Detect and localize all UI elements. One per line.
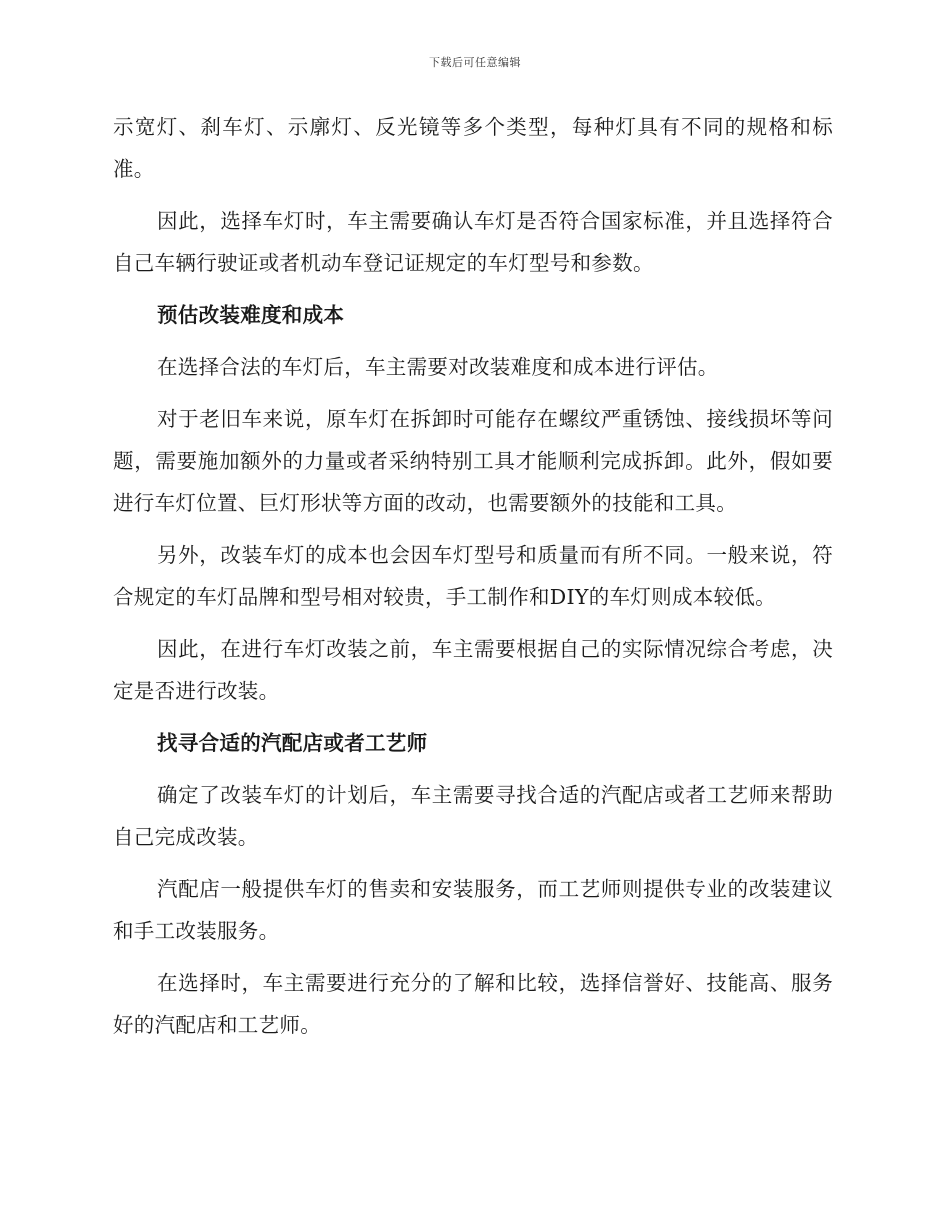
paragraph: 在选择合法的车灯后，车主需要对改装难度和成本进行评估。 [157, 355, 719, 379]
paragraph: 另外，改装车灯的成本也会因车灯型号和质量而有所不同。一般来说，符合规定的车灯品牌和型号相对较贵，手工制作和DIY的车灯则成本较低。 [113, 543, 833, 609]
document-body [113, 106, 833, 1056]
paragraph: 汽配店一般提供车灯的售卖和安装服务，而工艺师则提供专业的改装建议和手工改装服务。 [113, 877, 833, 943]
section-heading: 预估改装难度和成本 [157, 303, 345, 327]
paragraph: 确定了改装车灯的计划后，车主需要寻找合适的汽配店或者工艺师来帮助自己完成改装。 [113, 783, 833, 849]
paragraph: 示宽灯、刹车灯、示廓灯、反光镜等多个类型，每种灯具有不同的规格和标准。 [113, 115, 833, 181]
paragraph: 在选择时，车主需要进行充分的了解和比较，选择信誉好、技能高、服务好的汽配店和工艺师。 [113, 971, 833, 1037]
paragraph: 因此，在进行车灯改装之前，车主需要根据自己的实际情况综合考虑，决定是否进行改装。 [113, 637, 833, 703]
paragraph: 对于老旧车来说，原车灯在拆卸时可能存在螺纹严重锈蚀、接线损坏等问题，需要施加额外的力量或者采纳特别工具才能顺利完成拆卸。此外，假如要进行车灯位置、巨灯形状等方面的改动，也需要额外的技能和工具。 [113, 407, 833, 515]
section-heading: 找寻合适的汽配店或者工艺师 [157, 731, 428, 755]
paragraph: 因此，选择车灯时，车主需要确认车灯是否符合国家标准，并且选择符合自己车辆行驶证或者机动车登记证规定的车灯型号和参数。 [113, 209, 833, 275]
page-header: 下载后可任意编辑 [429, 56, 521, 69]
